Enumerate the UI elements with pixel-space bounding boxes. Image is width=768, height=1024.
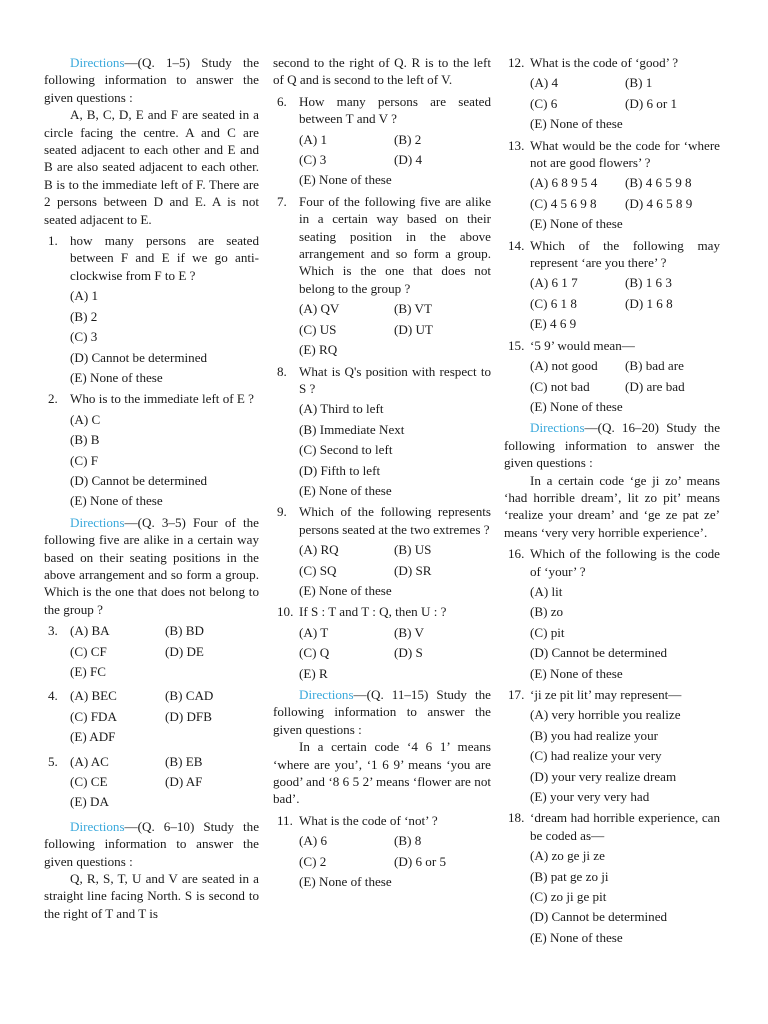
option: (E) None of these — [530, 398, 623, 414]
option: (D) AF — [165, 774, 203, 790]
question-12: 12. What is the code of ‘good’ ? — [508, 55, 679, 70]
option: (C) had realize your very — [530, 748, 662, 764]
option: (B) Immediate Next — [299, 421, 405, 437]
question-18: 18. ‘dream had horrible experience, can be coded as— — [508, 810, 720, 843]
question-11: 11. What is the code of ‘not’ ? — [277, 812, 438, 828]
option: (D) UT — [394, 321, 433, 337]
question-2: 2. Who is to the immediate left of E ? — [48, 391, 254, 407]
passage: second to the right of Q. R is to the left of Q and is second to the left of V. — [273, 55, 491, 88]
option: (E) None of these — [299, 582, 392, 598]
question-7: 7. Four of the following five are alike in a certain way based on their seating position in the above arrangement and so form a group. Which is the one that does not belong to the group ? — [277, 193, 491, 296]
question-6-options — [299, 131, 491, 189]
option: (A) RQ — [299, 542, 339, 558]
option: (A) 1 — [299, 131, 327, 147]
option: (E) R — [299, 665, 328, 681]
column-3 — [504, 54, 720, 949]
option: (B) you had realize your — [530, 727, 658, 743]
directions-label: Directions — [70, 514, 125, 530]
question-18-options — [530, 847, 720, 946]
question-3: 3. (A) BA (B) BD (C) CF (D) DE (E) FC — [48, 623, 204, 679]
directions-block: Directions—(Q. 6–10) Study the following information to answer the given questions : — [44, 818, 259, 869]
question-8: 8. What is Q's position with respect to S ? — [277, 363, 491, 396]
directions-block: Directions—(Q. 3–5) Four of the following five are alike in a certain way based on their seating positions in the above arrangement and so form a group. Which is the one that does not belong to the group ? — [44, 514, 259, 617]
option: (B) 4 6 5 9 8 — [625, 175, 692, 191]
option: (D) Cannot be determined — [70, 349, 208, 365]
option: (D) SR — [394, 562, 432, 578]
option: (E) DA — [70, 794, 109, 810]
directions-label: Directions — [70, 818, 125, 834]
question-2-options — [70, 411, 259, 510]
question-10-options — [299, 624, 491, 682]
option: (C) F — [70, 452, 99, 468]
column-2 — [273, 54, 491, 893]
option: (D) are bad — [625, 378, 685, 394]
passage: A, B, C, D, E and F are seated in a circle facing the centre. A and C are seated adjacent to each other and E and B are also seated adjacent to each other. B is to the immediate left of F. There are 2 persons between D and E. A is not seated adjacent to E. — [44, 107, 259, 227]
option: (E) FC — [70, 664, 107, 679]
question-10: 10. If S : T and T : Q, then U : ? — [277, 604, 447, 620]
question-8-options — [299, 400, 491, 499]
option: (E) None of these — [530, 216, 623, 232]
option: (A) 1 — [70, 288, 98, 304]
passage: In a certain code ‘ge ji zo’ means ‘had horrible dream’, lit zo pit’ means ‘realize your dream’ and ‘ge ze pat ze’ means ‘very very horrible experience’. — [504, 472, 720, 540]
option: (C) 6 — [530, 95, 558, 111]
option: (E) ADF — [70, 729, 116, 745]
option: (D) DFB — [165, 708, 212, 724]
option: (B) 1 6 3 — [625, 275, 672, 291]
question-15-options — [530, 357, 720, 415]
option: (A) C — [70, 411, 101, 427]
option: (C) CE — [70, 774, 108, 790]
option: (B) 2 — [394, 131, 422, 147]
option: (A) 6 8 9 5 4 — [530, 175, 598, 191]
question-17: 17. ‘ji ze pit lit’ may represent— — [508, 687, 682, 702]
option: (B) pat ge zo ji — [530, 868, 609, 884]
directions-label: Directions — [70, 55, 125, 70]
option: (A) zo ge ji ze — [530, 848, 605, 864]
option: (A) BEC — [70, 688, 117, 704]
option: (D) Cannot be determined — [530, 645, 668, 661]
option: (A) 6 1 7 — [530, 275, 578, 291]
question-16: 16. Which of the following is the code of ‘your’ ? — [508, 546, 720, 579]
column-1 — [44, 54, 259, 922]
option: (D) Cannot be determined — [530, 909, 668, 925]
directions-block: Directions—(Q. 11–15) Study the following information to answer the given questions : — [273, 687, 491, 737]
option: (B) B — [70, 432, 100, 448]
question-4: 4. (A) BEC (B) CAD (C) FDA (D) DFB (E) ADF — [48, 688, 214, 745]
option: (D) 6 or 5 — [394, 853, 446, 869]
option: (C) 3 — [299, 152, 327, 168]
option: (A) lit — [530, 583, 563, 599]
question-1-options — [70, 287, 259, 386]
option: (C) SQ — [299, 562, 337, 578]
option: (A) 6 — [299, 833, 327, 849]
option: (D) Fifth to left — [299, 462, 381, 478]
option: (E) None of these — [299, 874, 392, 890]
option: (E) None of these — [70, 493, 163, 509]
option: (E) None of these — [530, 665, 623, 681]
option: (B) BD — [165, 623, 204, 639]
option: (A) BA — [70, 623, 110, 639]
question-13-options — [530, 174, 720, 232]
option: (D) Cannot be determined — [70, 472, 208, 488]
passage: In a certain code ‘4 6 1’ means ‘where are you’, ‘1 6 9’ means ‘you are good’ and ‘8 6 5 2’ means ‘flower are not bad’. — [273, 739, 491, 807]
directions-block: Directions—(Q. 1–5) Study the following information to answer the given questions : — [44, 55, 259, 105]
directions-label: Directions — [530, 420, 585, 436]
option: (D) 4 6 5 8 9 — [625, 195, 693, 211]
option: (C) Second to left — [299, 442, 393, 458]
question-17-options — [530, 706, 720, 805]
directions-label: Directions — [299, 687, 354, 702]
option: (D) your very realize dream — [530, 768, 677, 784]
question-14: 14. Which of the following may represent ‘are you there’ ? — [508, 237, 720, 271]
option: (B) 8 — [394, 833, 422, 849]
option: (B) VT — [394, 301, 432, 317]
option: (E) None of these — [299, 482, 392, 498]
question-16-options — [530, 583, 720, 682]
option: (B) 1 — [625, 75, 653, 91]
option: (B) US — [394, 542, 432, 558]
option: (B) CAD — [165, 688, 214, 704]
option: (A) T — [299, 624, 329, 640]
passage: Q, R, S, T, U and V are seated in a straight line facing North. S is second to the right of T and T is — [44, 871, 259, 921]
question-14-options — [530, 274, 720, 332]
option: (C) US — [299, 321, 337, 337]
option: (A) AC — [70, 753, 109, 769]
option: (D) 4 — [394, 152, 422, 168]
option: (C) not bad — [530, 378, 590, 394]
option: (E) 4 6 9 — [530, 316, 577, 332]
option: (E) None of these — [530, 929, 623, 945]
option: (B) bad are — [625, 358, 684, 374]
option: (E) None of these — [530, 116, 623, 132]
option: (D) 6 or 1 — [625, 95, 677, 111]
option: (C) FDA — [70, 708, 117, 724]
question-9-options — [299, 541, 491, 599]
option: (E) None of these — [299, 172, 392, 188]
option: (C) 6 1 8 — [530, 295, 577, 311]
option: (A) 4 — [530, 75, 558, 91]
option: (B) zo — [530, 604, 564, 620]
option: (C) Q — [299, 645, 330, 661]
question-12-options — [530, 74, 720, 132]
option: (C) 4 5 6 9 8 — [530, 195, 597, 211]
option: (B) V — [394, 624, 424, 640]
option: (D) S — [394, 645, 423, 661]
option: (A) QV — [299, 301, 340, 317]
option: (E) your very very had — [530, 789, 650, 805]
question-7-options — [299, 300, 491, 358]
option: (E) None of these — [70, 369, 163, 385]
option: (B) 2 — [70, 308, 98, 324]
question-15: 15. ‘5 9’ would mean— — [508, 337, 635, 353]
question-5: 5. (A) AC (B) EB (C) CE (D) AF (E) DA — [48, 753, 203, 810]
question-9: 9. Which of the following represents persons seated at the two extremes ? — [277, 504, 491, 537]
option: (A) not good — [530, 358, 598, 374]
option: (D) DE — [165, 643, 204, 659]
question-6: 6. How many persons are seated between T and V ? — [277, 93, 491, 127]
question-11-options — [299, 832, 491, 890]
question-1: 1. how many persons are seated between F and E if we go anti-clockwise from F to E ? — [48, 233, 259, 283]
option: (B) EB — [165, 753, 203, 769]
option: (D) 1 6 8 — [625, 295, 673, 311]
directions-block: Directions—(Q. 16–20) Study the following information to answer the given questions : — [504, 420, 720, 471]
option: (C) 2 — [299, 853, 327, 869]
question-13: 13. What would be the code for ‘where not are good flowers’ ? — [508, 137, 720, 171]
option: (C) CF — [70, 643, 107, 659]
option: (A) Third to left — [299, 401, 384, 417]
option: (C) pit — [530, 624, 565, 640]
option: (E) RQ — [299, 342, 338, 358]
option: (C) zo ji ge pit — [530, 889, 607, 905]
option: (C) 3 — [70, 329, 98, 345]
option: (A) very horrible you realize — [530, 707, 681, 723]
